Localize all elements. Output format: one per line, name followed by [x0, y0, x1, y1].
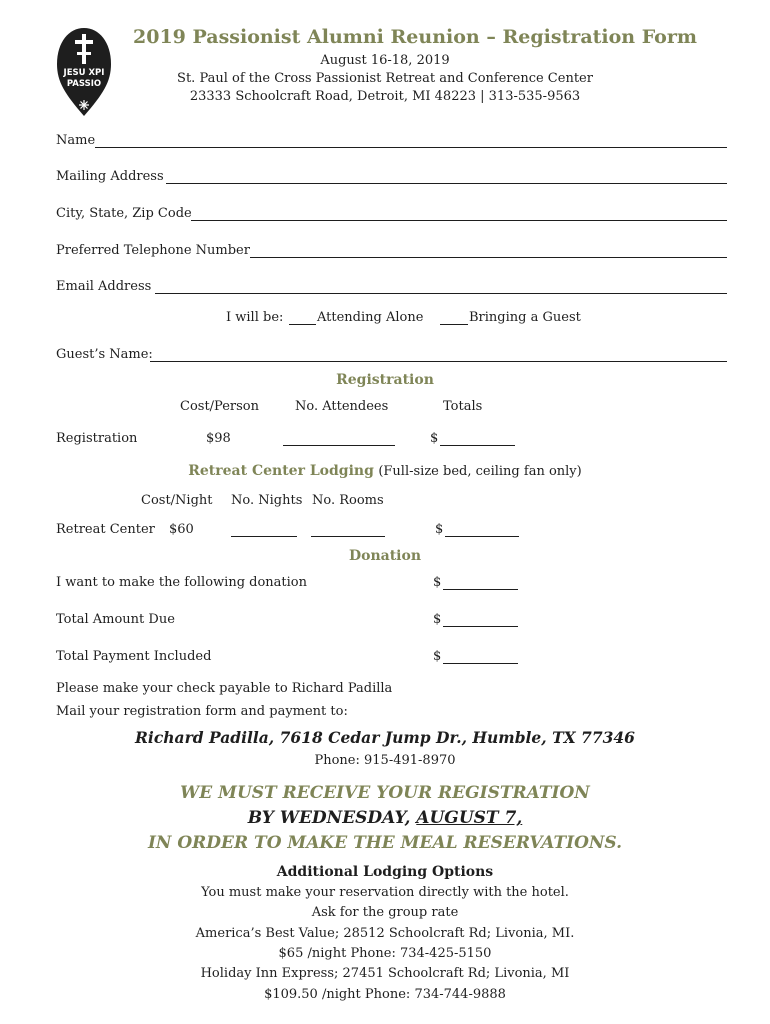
- nights-count-field[interactable]: [231, 536, 297, 537]
- mail-address: Richard Padilla, 7618 Cedar Jump Dr., Humble, TX 77346: [135, 728, 635, 747]
- lodging-col-nights: No. Nights: [231, 493, 303, 508]
- mailing-address-label: Mailing Address: [56, 169, 164, 184]
- notice-line1: WE MUST RECEIVE YOUR REGISTRATION: [180, 783, 590, 803]
- lodging-row-label: Retreat Center: [56, 522, 155, 537]
- registration-row-label: Registration: [56, 431, 138, 446]
- lodging-price: $60: [169, 522, 194, 537]
- notice-line2: [0, 808, 770, 828]
- donation-label: I want to make the following donation: [56, 575, 308, 590]
- city-state-zip-field[interactable]: [191, 220, 727, 221]
- lodging-total-field[interactable]: [445, 536, 519, 537]
- event-dates: August 16-18, 2019: [320, 53, 450, 68]
- logo-text-line1: JESU XPI: [63, 68, 105, 78]
- total-payment-field[interactable]: [443, 663, 518, 664]
- notice-deadline-date: AUGUST 7,: [416, 808, 523, 828]
- mail-phone: Phone: 915-491-8970: [314, 753, 456, 768]
- hotel2-address: Holiday Inn Express; 27451 Schoolcraft Rd; Livonia, MI: [200, 966, 570, 981]
- form-title: 2019 Passionist Alumni Reunion – Registration Form: [133, 26, 697, 48]
- bringing-guest-blank[interactable]: [440, 324, 468, 325]
- telephone-label: Preferred Telephone Number: [56, 243, 250, 258]
- lodging-heading-row: [0, 463, 770, 479]
- guest-name-field[interactable]: [150, 361, 727, 362]
- lodging-col-rooms: No. Rooms: [312, 493, 384, 508]
- additional-line1: You must make your reservation directly with the hotel.: [201, 885, 569, 900]
- total-due-label: Total Amount Due: [56, 612, 175, 627]
- total-payment-label: Total Payment Included: [56, 649, 212, 664]
- notice-line2-prefix: BY WEDNESDAY,: [247, 808, 417, 828]
- attending-alone-option: Attending Alone: [317, 310, 424, 325]
- logo-text-line2: PASSIO: [66, 79, 102, 89]
- mail-instruction: Mail your registration form and payment to:: [56, 704, 348, 719]
- reg-col-attendees: No. Attendees: [295, 399, 389, 414]
- reg-col-cost: Cost/Person: [180, 399, 259, 414]
- donation-heading: Donation: [348, 548, 422, 564]
- registration-dollar: $: [430, 431, 439, 446]
- lodging-dollar: $: [435, 522, 444, 537]
- venue-name: St. Paul of the Cross Passionist Retreat and Conference Center: [177, 71, 593, 86]
- mailing-address-field[interactable]: [166, 183, 727, 184]
- lodging-note: (Full-size bed, ceiling fan only): [378, 464, 582, 479]
- lodging-col-cost: Cost/Night: [141, 493, 213, 508]
- registration-heading: Registration: [336, 372, 434, 388]
- telephone-field[interactable]: [250, 257, 727, 258]
- notice-line3: IN ORDER TO MAKE THE MEAL RESERVATIONS.: [147, 833, 623, 853]
- additional-lodging-heading: Additional Lodging Options: [276, 864, 494, 880]
- guest-name-label: Guest’s Name:: [56, 347, 153, 362]
- donation-dollar: $: [433, 575, 442, 590]
- attendance-label: I will be:: [226, 310, 284, 325]
- reg-col-totals: Totals: [443, 399, 483, 414]
- bringing-guest-option: Bringing a Guest: [469, 310, 581, 325]
- total-due-dollar: $: [433, 612, 442, 627]
- registration-total-field[interactable]: [440, 445, 515, 446]
- total-due-field[interactable]: [443, 626, 518, 627]
- hotel2-rate: $109.50 /night Phone: 734-744-9888: [264, 987, 506, 1002]
- venue-address: 23333 Schoolcraft Road, Detroit, MI 48223 | 313-535-9563: [189, 89, 581, 104]
- name-label: Name: [56, 133, 96, 148]
- city-state-zip-label: City, State, Zip Code: [56, 206, 192, 221]
- payable-instruction: Please make your check payable to Richard Padilla: [56, 681, 393, 696]
- additional-line2: Ask for the group rate: [311, 905, 459, 920]
- hotel1-rate: $65 /night Phone: 734-425-5150: [278, 946, 492, 961]
- name-field[interactable]: [95, 147, 727, 148]
- donation-amount-field[interactable]: [443, 589, 518, 590]
- attending-alone-blank[interactable]: [289, 324, 316, 325]
- rooms-count-field[interactable]: [311, 536, 385, 537]
- total-payment-dollar: $: [433, 649, 442, 664]
- attendees-count-field[interactable]: [283, 445, 395, 446]
- registration-price: $98: [206, 431, 231, 446]
- email-label: Email Address: [56, 279, 152, 294]
- hotel1-address: America’s Best Value; 28512 Schoolcraft Rd; Livonia, MI.: [195, 926, 575, 941]
- email-field[interactable]: [155, 293, 727, 294]
- lodging-heading: Retreat Center Lodging: [188, 463, 374, 479]
